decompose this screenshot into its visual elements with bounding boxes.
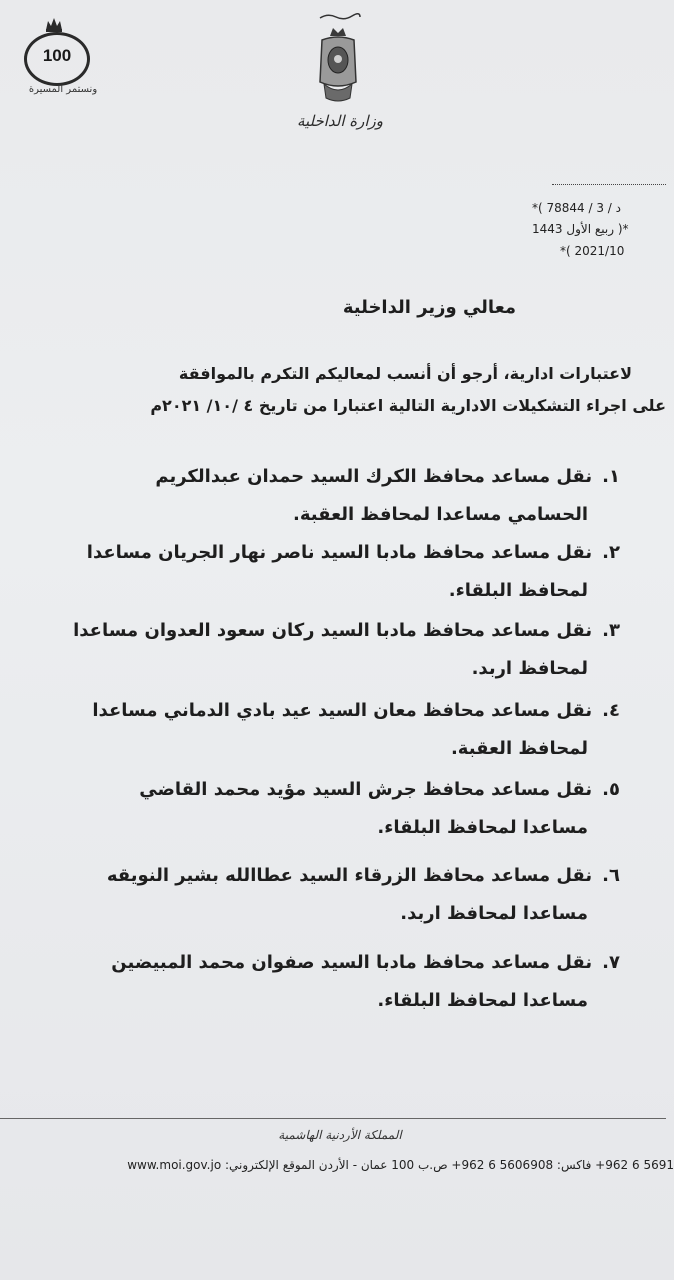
item-line1: نقل مساعد محافظ مادبا السيد صفوان محمد المبيضين — [111, 952, 593, 973]
item-number: ٥. — [602, 779, 620, 800]
reference-hijri-date: ربيع الأول 1443 )* — [532, 222, 629, 236]
list-item — [0, 944, 620, 1020]
item-line2: لمحافظ العقبة. — [450, 738, 588, 759]
item-line2: الحسامي مساعدا لمحافظ العقبة. — [293, 504, 588, 525]
item-number: ٤. — [602, 700, 620, 721]
item-line1: نقل مساعد محافظ الزرقاء السيد عطاالله بشير النويقه — [106, 865, 593, 886]
intro-line-1: لاعتبارات ادارية، أرجو أن أنسب لمعاليكم التكرم بالموافقة — [178, 364, 632, 383]
logo-number: 100 — [42, 46, 72, 65]
crown-icon — [44, 16, 64, 32]
item-line1: نقل مساعد محافظ معان السيد عيد بادي الدماني مساعدا — [92, 700, 593, 721]
reference-divider — [552, 184, 666, 185]
item-number: ٦. — [602, 865, 620, 886]
ministry-name: وزارة الداخلية — [296, 112, 384, 130]
item-line1: نقل مساعد محافظ مادبا السيد ركان سعود العدوان مساعدا — [73, 620, 593, 641]
intro-line-2: على اجراء التشكيلات الادارية التالية اعتبارا من تاريخ ٤ /١٠/ ٢٠٢١م — [150, 396, 666, 415]
footer-divider — [0, 1118, 666, 1119]
coat-of-arms-icon — [316, 26, 360, 106]
item-line1: نقل مساعد محافظ مادبا السيد ناصر نهار الجريان مساعدا — [86, 542, 593, 563]
list-item — [0, 771, 620, 847]
reference-gregorian-date: *( 2021/10 — [560, 244, 625, 258]
list-item — [0, 612, 620, 688]
item-number: ٧. — [602, 952, 620, 973]
bismillah-calligraphy-icon — [318, 12, 362, 20]
item-line2: مساعدا لمحافظ البلقاء. — [377, 817, 588, 838]
list-item — [0, 692, 620, 768]
list-item — [0, 534, 620, 610]
reference-number: *( 78844 / د / 3 — [532, 201, 621, 215]
centennial-logo — [18, 12, 98, 100]
item-line1: نقل مساعد محافظ الكرك السيد حمدان عبدالكريم — [155, 466, 593, 487]
item-line2: لمحافظ البلقاء. — [448, 580, 588, 601]
footer-contact: 5691 6 962+ فاكس: 5606908 6 962+ ص.ب 100 عمان - الأردن الموقع الإلكتروني: www.moi.gov.jo — [127, 1158, 674, 1172]
item-line2: مساعدا لمحافظ اربد. — [400, 903, 588, 924]
item-number: ٣. — [602, 620, 620, 641]
footer-kingdom: المملكة الأردنية الهاشمية — [278, 1128, 402, 1142]
item-line2: لمحافظ اربد. — [471, 658, 588, 679]
item-number: ١. — [602, 466, 620, 487]
item-number: ٢. — [602, 542, 620, 563]
list-item — [0, 458, 620, 534]
list-item — [0, 857, 620, 933]
addressee: معالي وزير الداخلية — [342, 297, 516, 318]
logo-motto: ونستمر المسيرة — [28, 84, 98, 95]
item-line1: نقل مساعد محافظ جرش السيد مؤيد محمد القاضي — [139, 779, 593, 800]
item-line2: مساعدا لمحافظ البلقاء. — [377, 990, 588, 1011]
